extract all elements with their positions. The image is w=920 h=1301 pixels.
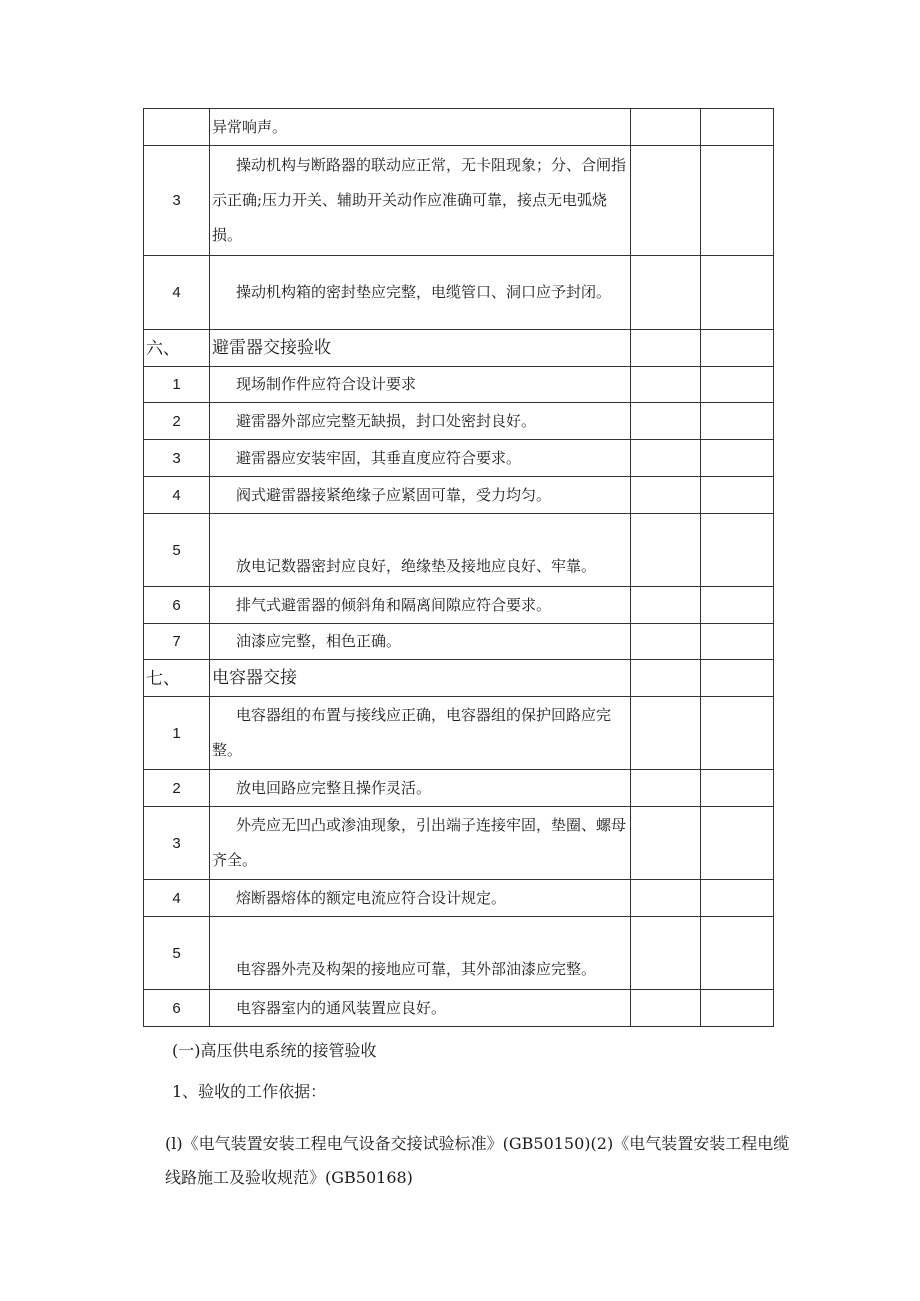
item-number: 6 xyxy=(144,587,210,624)
check-cell xyxy=(631,587,701,624)
item-number: 6 xyxy=(144,990,210,1027)
item-number: 2 xyxy=(144,770,210,807)
item-number: 1 xyxy=(144,697,210,770)
check-cell xyxy=(631,403,701,440)
item-text: 外壳应无凹凸或渗油现象，引出端子连接牢固，垫圈、螺母齐全。 xyxy=(210,807,631,880)
table-row xyxy=(144,697,774,770)
subheading: 1、验收的工作依据： xyxy=(172,1082,327,1101)
check-cell xyxy=(631,624,701,660)
remark-cell xyxy=(701,917,774,990)
check-cell xyxy=(631,330,701,367)
remark-cell xyxy=(701,770,774,807)
table-row xyxy=(144,514,774,587)
item-number: 3 xyxy=(144,440,210,477)
remark-cell xyxy=(701,403,774,440)
table-row xyxy=(144,440,774,477)
item-text: 排气式避雷器的倾斜角和隔离间隙应符合要求。 xyxy=(210,587,631,624)
check-cell xyxy=(631,146,701,256)
inspection-table xyxy=(143,108,774,1027)
section-heading: (一)高压供电系统的接管验收 xyxy=(172,1041,377,1060)
item-text: 电容器组的布置与接线应正确，电容器组的保护回路应完整。 xyxy=(210,697,631,770)
item-number: 5 xyxy=(144,514,210,587)
table-row xyxy=(144,990,774,1027)
check-cell xyxy=(631,440,701,477)
item-text: 避雷器外部应完整无缺损，封口处密封良好。 xyxy=(210,403,631,440)
item-text: 油漆应完整，相色正确。 xyxy=(210,624,631,660)
check-cell xyxy=(631,880,701,917)
remark-cell xyxy=(701,624,774,660)
item-text: 现场制作件应符合设计要求 xyxy=(210,367,631,403)
remark-cell xyxy=(701,587,774,624)
check-cell xyxy=(631,477,701,514)
table-row xyxy=(144,880,774,917)
table-row xyxy=(144,624,774,660)
remark-cell xyxy=(701,477,774,514)
remark-cell xyxy=(701,660,774,697)
remark-cell xyxy=(701,880,774,917)
check-cell xyxy=(631,109,701,146)
check-cell xyxy=(631,990,701,1027)
table-row xyxy=(144,109,774,146)
check-cell xyxy=(631,367,701,403)
remark-cell xyxy=(701,367,774,403)
item-number: 4 xyxy=(144,256,210,330)
item-number: 5 xyxy=(144,917,210,990)
item-number: 3 xyxy=(144,146,210,256)
table-row xyxy=(144,587,774,624)
item-number: 2 xyxy=(144,403,210,440)
item-text: 熔断器熔体的额定电流应符合设计规定。 xyxy=(210,880,631,917)
item-text: 放电记数器密封应良好，绝缘垫及接地应良好、牢靠。 xyxy=(210,514,631,587)
item-text: 操动机构箱的密封垫应完整，电缆管口、洞口应予封闭。 xyxy=(210,256,631,330)
remark-cell xyxy=(701,330,774,367)
section-row xyxy=(144,660,774,697)
table-row xyxy=(144,146,774,256)
item-text: 阀式避雷器接紧绝缘子应紧固可靠，受力均匀。 xyxy=(210,477,631,514)
remark-cell xyxy=(701,990,774,1027)
item-text: 放电回路应完整且操作灵活。 xyxy=(210,770,631,807)
check-cell xyxy=(631,256,701,330)
item-text: 避雷器应安装牢固，其垂直度应符合要求。 xyxy=(210,440,631,477)
remark-cell xyxy=(701,514,774,587)
check-cell xyxy=(631,514,701,587)
check-cell xyxy=(631,807,701,880)
item-text: 电容器外壳及构架的接地应可靠，其外部油漆应完整。 xyxy=(210,917,631,990)
item-number xyxy=(144,109,210,146)
item-number: 7 xyxy=(144,624,210,660)
remark-cell xyxy=(701,697,774,770)
item-number: 1 xyxy=(144,367,210,403)
item-text: 异常响声。 xyxy=(210,109,631,146)
item-number: 4 xyxy=(144,880,210,917)
item-text: 操动机构与断路器的联动应正常，无卡阻现象；分、合闸指示正确;压力开关、辅助开关动作应准确可靠，接点无电弧烧损。 xyxy=(210,146,631,256)
remark-cell xyxy=(701,440,774,477)
item-number: 3 xyxy=(144,807,210,880)
table-row xyxy=(144,770,774,807)
table-row xyxy=(144,367,774,403)
check-cell xyxy=(631,660,701,697)
section-number: 七、 xyxy=(144,660,210,697)
table-row xyxy=(144,917,774,990)
remark-cell xyxy=(701,256,774,330)
table-row xyxy=(144,477,774,514)
table-row xyxy=(144,807,774,880)
check-cell xyxy=(631,697,701,770)
remark-cell xyxy=(701,109,774,146)
remark-cell xyxy=(701,146,774,256)
item-number: 4 xyxy=(144,477,210,514)
section-number: 六、 xyxy=(144,330,210,367)
table-row xyxy=(144,256,774,330)
check-cell xyxy=(631,917,701,990)
section-row xyxy=(144,330,774,367)
remark-cell xyxy=(701,807,774,880)
section-title: 电容器交接 xyxy=(210,660,631,697)
basis-paragraph: (l)《电气装置安装工程电气设备交接试验标准》(GB50150)(2)《电气装置安装工程电缆线路施工及验收规范》(GB50168) xyxy=(165,1134,790,1187)
table-row xyxy=(144,403,774,440)
check-cell xyxy=(631,770,701,807)
section-title: 避雷器交接验收 xyxy=(210,330,631,367)
item-text: 电容器室内的通风装置应良好。 xyxy=(210,990,631,1027)
